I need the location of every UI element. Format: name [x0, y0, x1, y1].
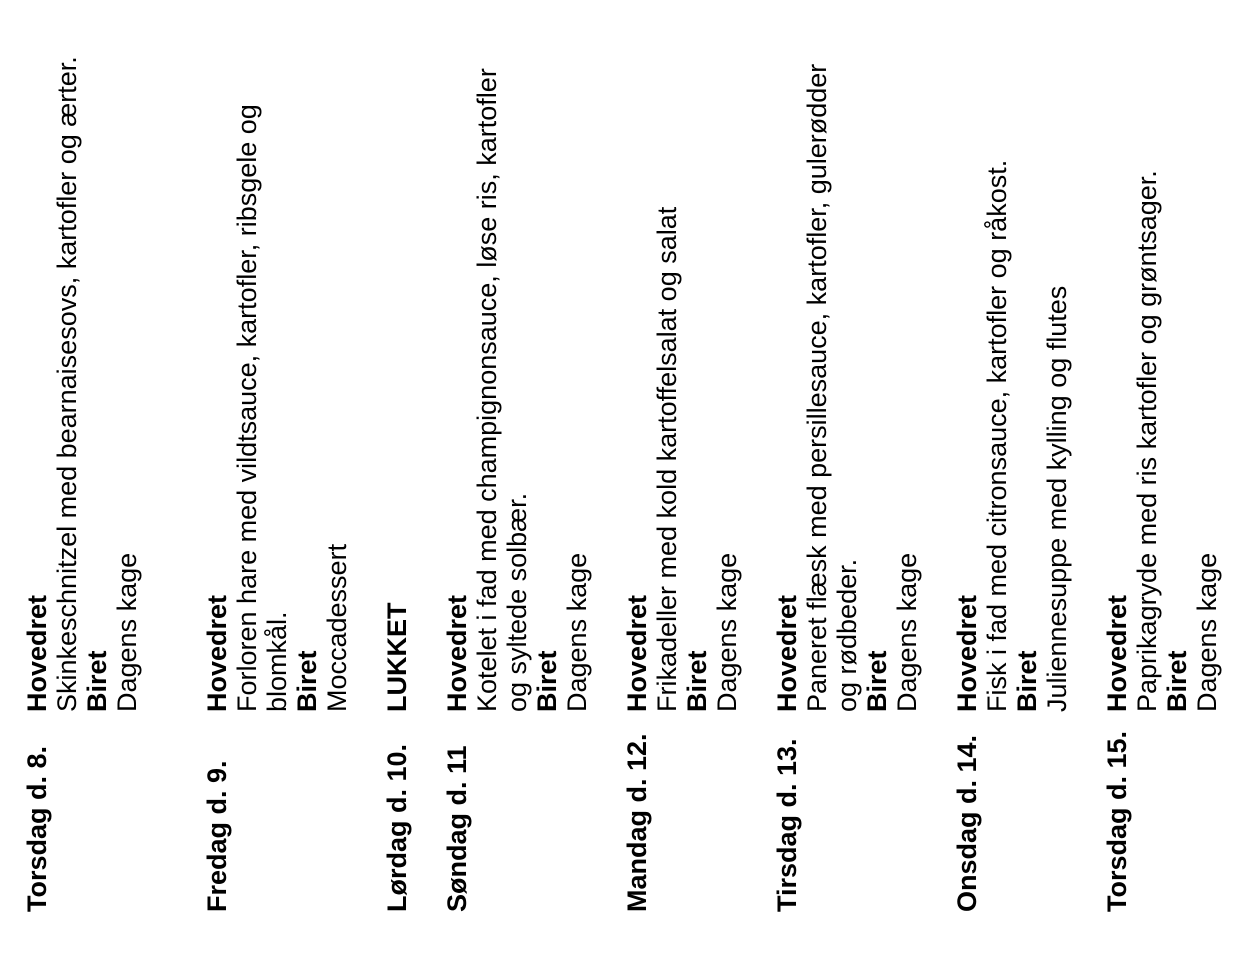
day-heading: Lørdag d. 10.: [382, 743, 412, 912]
menu-body: [382, 52, 412, 712]
main-course-label: Hovedret: [952, 594, 982, 712]
dessert-text: Dagens kage: [892, 552, 922, 712]
menu-body: [772, 52, 922, 712]
main-course-label: Hovedret: [1102, 594, 1132, 712]
dessert-text: Dagens kage: [1192, 552, 1222, 712]
day-heading: Torsdag d. 15.: [1102, 730, 1132, 912]
closed-label: LUKKET: [382, 602, 412, 712]
day-heading: Tirsdag d. 13.: [772, 738, 802, 912]
main-course-text: Fisk i fad med citronsauce, kartofler og råkost.: [982, 159, 1012, 712]
day-heading: Søndag d. 11: [442, 745, 472, 912]
day-heading: Fredag d. 9.: [202, 760, 232, 912]
main-course-label: Hovedret: [22, 594, 52, 712]
dessert-label: Biret: [862, 650, 892, 712]
main-course-text: Skinkeschnitzel med bearnaisesovs, kartofler og ærter.: [52, 56, 82, 712]
main-course-label: Hovedret: [622, 594, 652, 712]
dessert-text: Moccadessert: [322, 543, 352, 712]
dessert-label: Biret: [532, 650, 562, 712]
menu-body: [1102, 52, 1222, 712]
dessert-label: Biret: [82, 650, 112, 712]
dessert-label: Biret: [1012, 650, 1042, 712]
dessert-label: Biret: [682, 650, 712, 712]
main-course-label: Hovedret: [772, 594, 802, 712]
day-heading: Mandag d. 12.: [622, 733, 652, 912]
dessert-label: Biret: [292, 650, 322, 712]
main-course-text: Paprikagryde med ris kartofler og grøntsager.: [1132, 170, 1162, 712]
main-course-text: Kotelet i fad med champignonsauce, løse ris, kartofler og syltede solbær.: [472, 68, 532, 712]
dessert-text: Dagens kage: [112, 552, 142, 712]
main-course-label: Hovedret: [442, 594, 472, 712]
day-heading: Torsdag d. 8.: [22, 745, 52, 912]
dessert-label: Biret: [1162, 650, 1192, 712]
dessert-text: Juliennesuppe med kylling og flutes: [1042, 285, 1072, 712]
menu-body: [952, 52, 1072, 712]
dessert-text: Dagens kage: [712, 552, 742, 712]
main-course-label: Hovedret: [202, 594, 232, 712]
main-course-text: Paneret flæsk med persillesauce, kartofler, gulerødder og rødbeder.: [802, 63, 862, 712]
menu-body: [22, 52, 142, 712]
day-heading: Onsdag d. 14.: [952, 734, 982, 912]
menu-body: [202, 52, 352, 712]
main-course-text: Forloren hare med vildtsauce, kartofler, ribsgele og blomkål.: [232, 104, 292, 712]
main-course-text: Frikadeller med kold kartoffelsalat og salat: [652, 206, 682, 712]
menu-body: [442, 52, 592, 712]
menu-body: [622, 52, 742, 712]
dessert-text: Dagens kage: [562, 552, 592, 712]
